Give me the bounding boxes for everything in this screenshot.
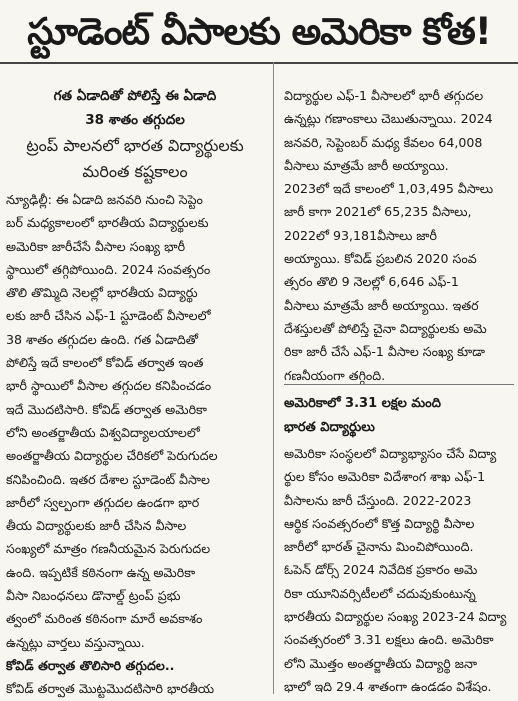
text-line: గణనీయంగా తగ్గింది.: [284, 367, 386, 383]
text-line: ఉంది. ఇప్పటికే కఠినంగా ఉన్న అమెరికా: [6, 564, 196, 580]
text-line: అమెరికా జారీచేసే వీసాల సంఖ్య భారీ: [6, 238, 186, 254]
text-line: లోని అంతర్జాతీయ విశ్వవిద్యాలయాలలో: [6, 424, 200, 440]
section-rule: [284, 384, 514, 385]
text-line: లకు జారీ చేసిన ఎఫ్-1 స్టూడెంట్ వీసాలలో: [6, 308, 211, 324]
text-line: జనవరి, సెప్టెంబర్ మధ్య కేవలం 64,008: [284, 134, 483, 150]
text-line: అమెరికా సంస్థలలో విద్యాభ్యాసం చేసే విద్యా: [284, 446, 497, 461]
text-line: కనిపించింది. ఇతర దేశాల స్టూడెంట్ వీసాల: [6, 471, 210, 487]
text-line: త్వంలో మరింత కఠినంగా మారే అవకాశం: [6, 611, 203, 627]
right-column-body-2: [284, 442, 514, 698]
text-line: ఓపెన్ డోర్స్ 2024 నివేదిక ప్రకారం అమె: [284, 562, 478, 578]
text-line: సంవత్సరంలో 3.31 లక్షలు ఉంది. అమెరికా: [284, 632, 494, 648]
text-line: ఉన్నట్లు వార్తలు వస్తున్నాయి.: [6, 634, 145, 650]
text-line: జారీలో భారత్ చైనాను మించిపోయింది.: [284, 539, 474, 555]
text-line: భారీ స్థాయిలో వీసాల తగ్గుదల కనిపించడం: [6, 378, 212, 394]
right-column-body: [284, 84, 514, 387]
text-line: భాలో ఇది 29.4 శాతంగా ఉండడం విశేషం.: [284, 678, 492, 694]
subheading-1: గత ఏడాదితో పోలిస్తే ఈ ఏడాది: [53, 88, 217, 104]
text-line: వీసాలు మాత్రమే జారీ అయ్యాయి.: [284, 157, 449, 173]
text-line: రికా యూనివర్సిటీలలో చదువుకుంటున్న: [284, 585, 476, 601]
text-line: భారతీయ విద్యార్థుల సంఖ్య 2023-24 విద్యా: [284, 609, 507, 625]
text-line: తీయ విద్యార్థులకు జారీ చేసిన వీసాల: [6, 518, 187, 534]
text-line: లోని మొత్తం అంతర్జాతీయ విద్యార్థి జనా: [284, 655, 478, 671]
text-line: ఆర్థిక సంవత్సరంలో కొత్త విద్యార్థి వీసాల: [284, 515, 475, 531]
text-line: న్యూఢిల్లీ: ఈ ఏడాది జనవరి నుంచి సెప్టెం: [6, 192, 203, 207]
text-line: సంఖ్యలో మాత్రం గణనీయమైన పెరుగుదల: [6, 541, 211, 557]
text-line: స్థాయిలో తగ్గిపోయింది. 2024 సంవత్సరం: [6, 261, 211, 277]
text-line: వీసాలు మాత్రమే జారీ అయ్యాయి. ఇతర: [284, 297, 479, 313]
text-line: అయ్యాయి. కోవిడ్ ప్రబలిన 2020 సంవ: [284, 251, 477, 267]
subheading-4: మరింత కష్టకాలం: [82, 162, 188, 181]
text-line: వీసా నిబంధనలు డొనాల్డ్ ట్రంప్ ప్రభు: [6, 588, 181, 604]
text-line: బర్ మధ్యకాలంలో భారతీయ విద్యార్థులకు: [6, 215, 209, 231]
text-line: పోలిస్తే ఇదే కాలంలో కోవిడ్ తర్వాత ఇంత: [6, 355, 204, 371]
text-line: వీసాలను జారీ చేస్తుంది. 2022-2023: [284, 492, 472, 508]
left-column-body: [6, 188, 264, 701]
headline: స్టూడెంట్ వీసాలకు అమెరికా కోత!: [27, 10, 491, 53]
text-line: 2022లో 93,181వీసాలు జారీ: [284, 227, 437, 243]
text-line: కోవిడ్ తర్వాత మొట్టమొదటిసారి భారతీయ: [6, 681, 215, 697]
text-line: రికా జారీ చేసే ఎఫ్-1 వీసాల సంఖ్య కూడా: [284, 344, 485, 360]
text-line: 38 శాతం తగ్గుదల ఉంది. గత ఏడాదితో: [6, 331, 199, 347]
text-line: ఇదే మొదటిసారి. కోవిడ్ తర్వాత అమెరికా: [6, 401, 207, 417]
subheading-2: 38 శాతం తగ్గుదల: [85, 112, 185, 128]
section-heading-line-2: భారత విద్యార్థులు: [284, 420, 375, 435]
header-rule: [0, 62, 518, 64]
text-line: జారీలో స్వల్పంగా తగ్గుదల ఉండగా భార: [6, 494, 200, 510]
text-line: జారీ కాగా 2021లో 65,235 వీసాలు,: [284, 204, 472, 220]
text-line: 2023లో ఇదే కాలంలో 1,03,495 వీసాలు: [284, 181, 494, 197]
text-line: అంతర్జాతీయ విద్యార్థుల చేరికలో పెరుగుదల: [6, 448, 218, 464]
text-line: దేశస్తులతో పోలిస్తే చైనా విద్యార్థులకు అమె: [284, 320, 487, 336]
text-line: విద్యార్థుల ఎఫ్-1 వీసాలలో భారీ తగ్గుదల: [284, 88, 484, 103]
text-line: కోవిడ్ తర్వాత తొలిసారి తగ్గుదల..: [6, 657, 175, 673]
section-heading: [284, 392, 514, 440]
column-divider: [273, 62, 274, 694]
text-line: త్సరం తొలి 9 నెలల్లో 6,646 ఎఫ్-1: [284, 274, 459, 290]
text-line: తొలి తొమ్మిది నెలల్లో భారతీయ విద్యార్థు: [6, 285, 198, 301]
section-heading-line-1: అమెరికాలో 3.31 లక్షల మంది: [284, 396, 441, 411]
subheading-3: ట్రంప్ పాలనలో భారత విద్యార్థులకు: [26, 136, 244, 155]
text-line: ఉన్నట్లు గణాంకాలు చెబుతున్నాయి. 2024: [284, 111, 493, 127]
text-line: ర్థుల కోసం అమెరికా విదేశాంగ శాఖ ఎఫ్-1: [284, 469, 486, 485]
